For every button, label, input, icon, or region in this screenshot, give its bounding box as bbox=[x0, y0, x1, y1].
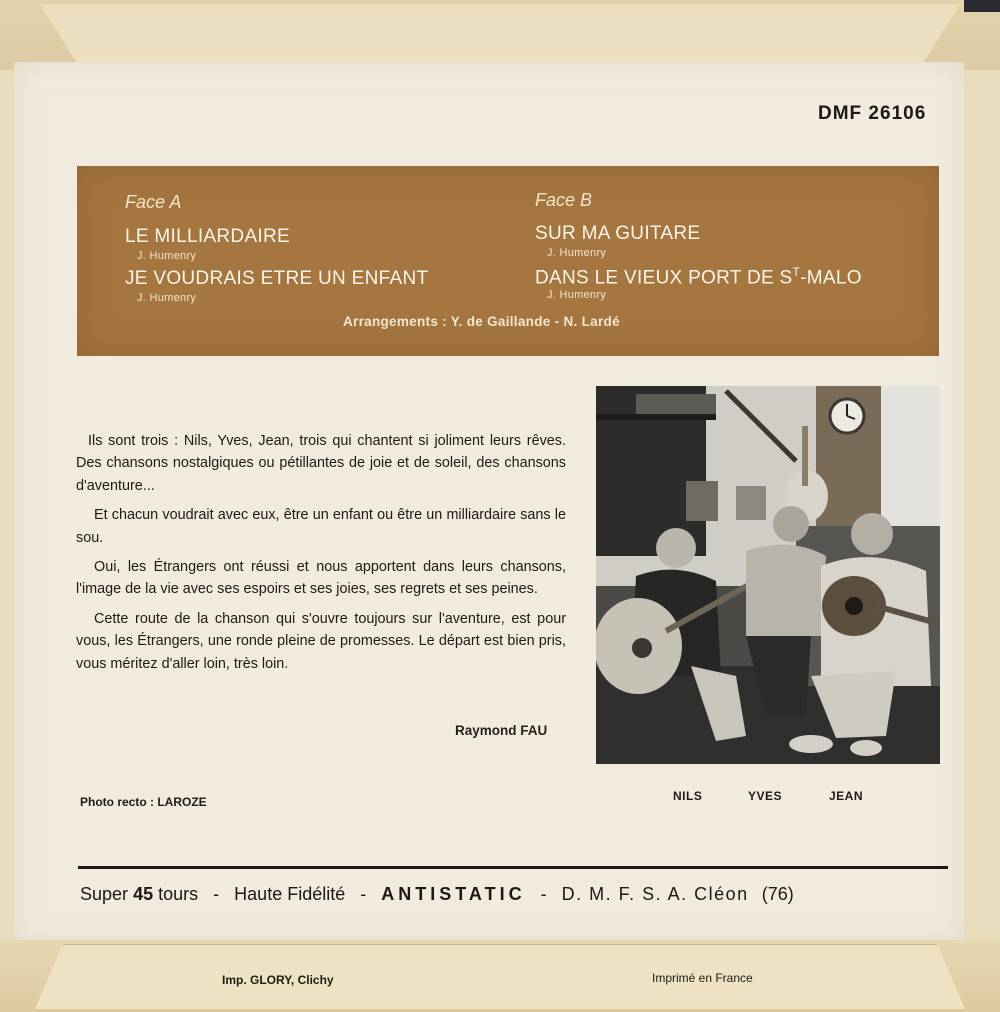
footer-divider bbox=[78, 866, 948, 869]
face-a-label: Face A bbox=[125, 192, 182, 212]
footer-super: Super bbox=[80, 884, 129, 904]
photo-credit: Photo recto : LAROZE bbox=[80, 795, 207, 809]
footer-tours: tours bbox=[158, 884, 199, 904]
band-photo-illustration bbox=[596, 386, 940, 764]
caption-nils: NILS bbox=[673, 789, 703, 803]
sleeve-bottom-flap-inner bbox=[35, 944, 965, 1009]
face-b-track-2-composer: J. Humenry bbox=[547, 289, 607, 301]
background-edge bbox=[964, 0, 1000, 12]
printed-in: Imprimé en France bbox=[652, 971, 753, 985]
footer-label: D. M. F. S. A. Cléon bbox=[561, 884, 749, 904]
face-b-label: Face B bbox=[535, 190, 593, 210]
face-a-track-2-title: JE VOUDRAIS ETRE UN ENFANT bbox=[125, 268, 429, 289]
footer-dept: (76) bbox=[761, 884, 794, 904]
liner-notes-paragraph: Cette route de la chanson qui s'ouvre toujours sur l'aventure, est pour vous, les Étrangers, une ronde pleine de promesses. Le départ est bien pris, vous méritez d'aller loin, très loin. bbox=[76, 610, 566, 672]
face-a-track-2-composer: J. Humenry bbox=[137, 292, 197, 304]
face-b-track-1-composer: J. Humenry bbox=[547, 247, 607, 259]
printer-credit: Imp. GLORY, Clichy bbox=[222, 973, 334, 987]
sleeve-top-flap-inner bbox=[40, 4, 960, 63]
footer-format-line: Super 45 tours - Haute Fidélité - ANTISTATIC - D. M. F. S. A. Cléon (76) bbox=[80, 884, 794, 904]
liner-notes-paragraph: Et chacun voudrait avec eux, être un enfant ou être un milliardaire sans le sou. bbox=[76, 507, 566, 546]
footer-hifi: Haute Fidélité bbox=[234, 884, 346, 904]
face-a-track-1-title: LE MILLIARDAIRE bbox=[125, 226, 290, 247]
liner-notes-signature: Raymond FAU bbox=[455, 723, 548, 738]
face-a-track-1-composer: J. Humenry bbox=[137, 250, 197, 262]
catalog-number: DMF 26106 bbox=[818, 103, 927, 124]
face-b-track-1-title: SUR MA GUITARE bbox=[535, 223, 701, 244]
liner-notes bbox=[76, 430, 566, 682]
liner-notes-paragraph: Oui, les Étrangers ont réussi et nous apportent dans leurs chansons, l'image de la vie avec ses espoirs et ses joies, ses regrets et ses peines. bbox=[76, 559, 566, 598]
caption-yves: YVES bbox=[748, 789, 783, 803]
tracklist-banner bbox=[77, 166, 939, 356]
footer-speed: 45 bbox=[133, 884, 154, 904]
caption-jean: JEAN bbox=[829, 789, 864, 803]
liner-notes-paragraph: Ils sont trois : Nils, Yves, Jean, trois qui chantent si joliment leurs rêves. Des chansons nostalgiques ou pétillantes de joie et de soleil, des chansons d'aventure... bbox=[76, 433, 566, 494]
footer-antistatic: ANTISTATIC bbox=[381, 884, 526, 904]
arrangements-credit: Arrangements : Y. de Gaillande - N. Lardé bbox=[343, 314, 620, 329]
face-b-track-2-title: DANS LE VIEUX PORT DE $S^T$-MALO bbox=[535, 265, 862, 289]
band-photo bbox=[596, 386, 940, 764]
